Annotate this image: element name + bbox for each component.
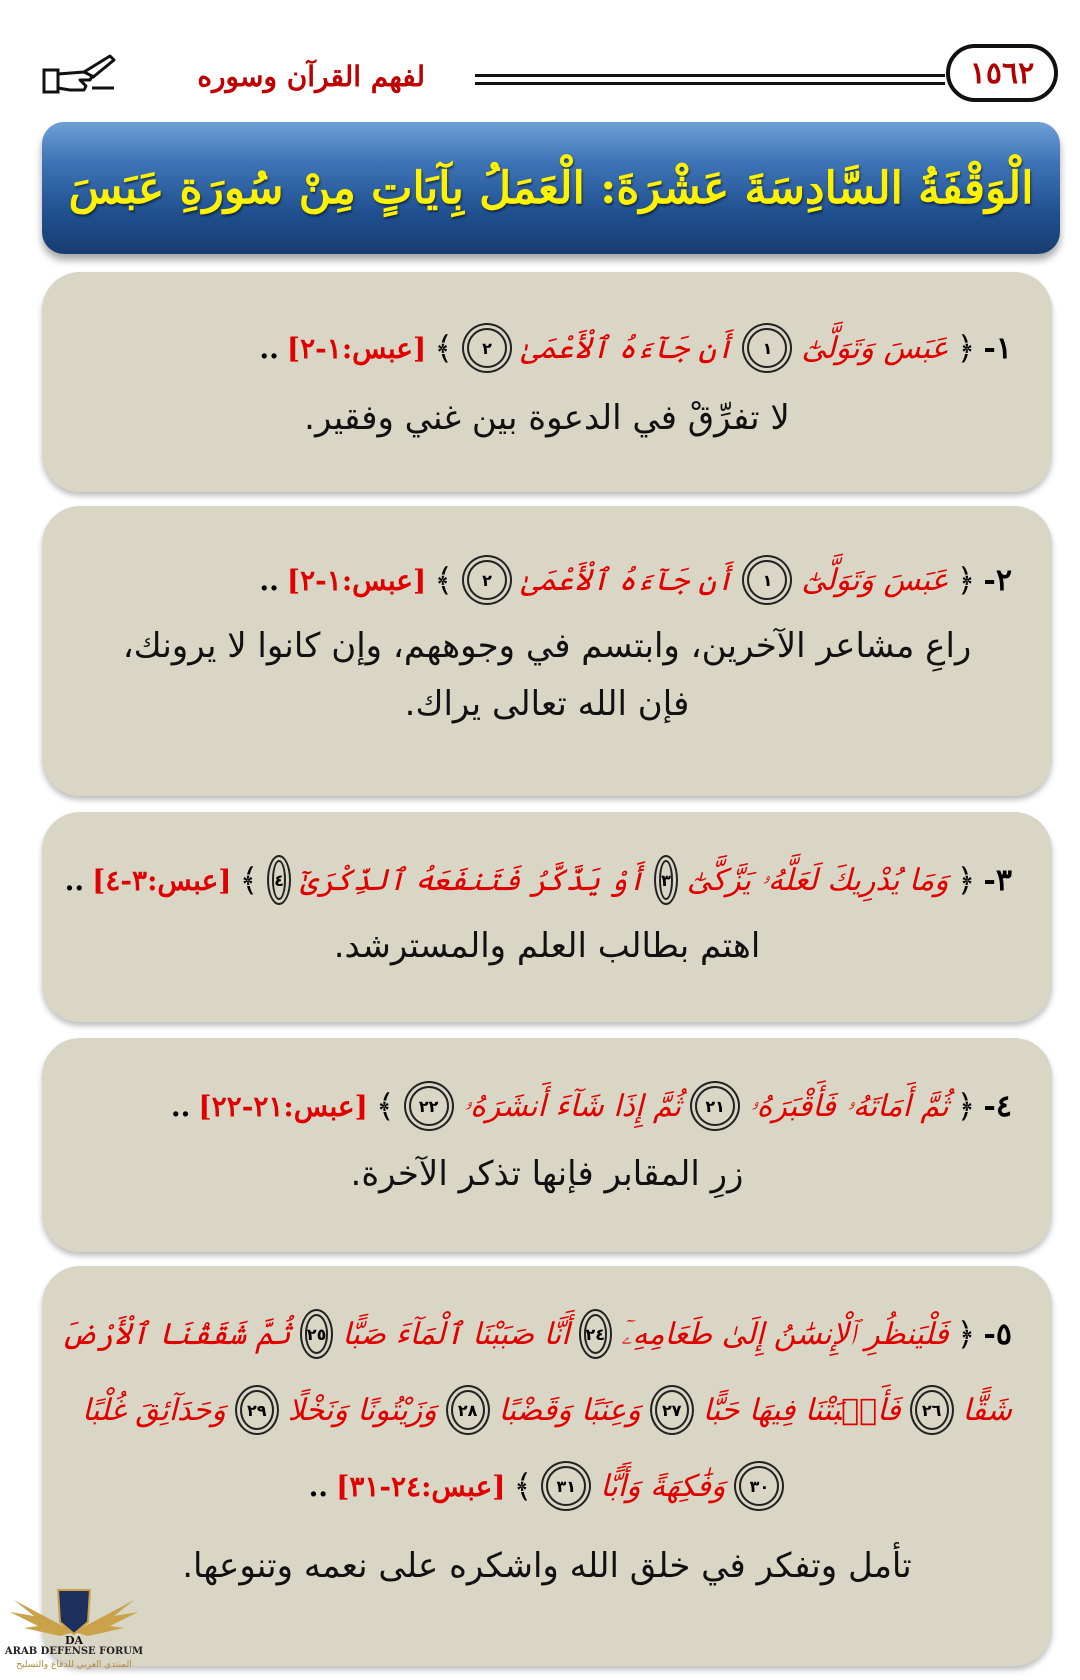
trailing-dots: ..	[259, 331, 279, 365]
ayah-number-marker: ٢٨	[451, 1390, 485, 1430]
header-divider	[475, 74, 945, 77]
surah-reference: [عبس:١-٢]	[286, 331, 427, 365]
lesson-card-5	[42, 1266, 1052, 1666]
quran-open-bracket: ﴿	[956, 329, 976, 367]
lesson-text	[82, 618, 1012, 734]
quran-close-bracket: ﴾	[513, 1467, 533, 1505]
trailing-dots: ..	[170, 1089, 191, 1123]
lesson-card-3	[42, 812, 1052, 1022]
trailing-dots: ..	[64, 863, 85, 897]
verse-line	[82, 1448, 1012, 1524]
quran-close-bracket: ﴾	[239, 861, 259, 899]
verse-text: ثُمَّ أَمَاتَهُۥ فَأَقْبَرَهُۥ	[749, 1088, 949, 1124]
verse-line	[60, 1296, 1012, 1372]
watermark-line: ARAB DEFENSE FORUM	[4, 1646, 144, 1657]
ayah-number-marker: ٣٠	[739, 1466, 779, 1506]
verse-text: وَزَيْتُونًا وَنَخْلًا	[287, 1392, 437, 1428]
ayah-number-marker: ١	[747, 560, 787, 600]
verse-text: أَن جَآءَهُ ٱلْأَعْمَىٰ	[521, 562, 734, 598]
lesson-card-2	[42, 506, 1052, 796]
verse-line	[82, 560, 1012, 600]
lesson-line: فإن الله تعالى يراك.	[404, 683, 690, 724]
lesson-text: لا تفرِّقْ في الدعوة بين غني وفقير.	[304, 398, 790, 438]
item-number: ٥-	[983, 1316, 1012, 1352]
surah-reference: [عبس:٢١-٢٢]	[198, 1089, 368, 1123]
quran-close-bracket: ﴾	[434, 329, 454, 367]
ayah-number-marker: ٢٦	[915, 1390, 949, 1430]
verse-text: ثُمَّ إِذَا شَآءَ أَنشَرَهُۥ	[462, 1088, 682, 1124]
quran-open-bracket: ﴿	[956, 861, 976, 899]
item-number: ٢-	[983, 562, 1012, 598]
trailing-dots: ..	[308, 1469, 329, 1503]
surah-reference: [عبس:١-٢]	[286, 563, 427, 597]
ayah-number-marker: ٢	[467, 328, 507, 368]
verse-text: شَقًّا	[962, 1392, 1012, 1428]
quran-open-bracket: ﴿	[956, 1315, 976, 1353]
verse-text: وَمَا يُدْرِيكَ لَعَلَّهُۥ يَزَّكَّىٰٓ	[686, 862, 949, 898]
writing-hand-icon	[40, 52, 118, 100]
verse-line	[64, 860, 1012, 900]
verse-text: أَنَّا صَبَبْنَا ٱلْمَآءَ صَبًّا	[342, 1316, 570, 1352]
verse-text: عَبَسَ وَتَوَلَّىٰٓ	[801, 330, 949, 366]
verse-line	[82, 1372, 1012, 1448]
verse-text: فَلْيَنظُرِ ٱلْإِنسَٰنُ إِلَىٰ طَعَامِهِۦٓ	[621, 1316, 949, 1352]
trailing-dots: ..	[259, 563, 279, 597]
ayah-number-marker: ٢٤	[584, 1314, 608, 1354]
lesson-text: زرِ المقابر فإنها تذكر الآخرة.	[350, 1154, 744, 1194]
verse-text: وَعِنَبًا وَقَضْبًا	[498, 1392, 641, 1428]
verse-line	[82, 328, 1012, 368]
ayah-number-marker: ٣١	[546, 1466, 586, 1506]
section-banner	[42, 122, 1060, 254]
ayah-number-marker: ٢٩	[240, 1390, 274, 1430]
verse-text: وَفَٰكِهَةً وَأَبًّا	[600, 1468, 726, 1504]
item-number: ١-	[983, 330, 1012, 366]
header-divider	[475, 82, 945, 85]
quran-open-bracket: ﴿	[956, 1087, 976, 1125]
ayah-number-marker: ٢٢	[409, 1086, 449, 1126]
book-title: لفهم القرآن وسوره	[197, 60, 425, 93]
item-number: ٣-	[983, 862, 1012, 898]
verse-text: أَوْ يَذَّكَّرُ فَتَنفَعَهُ ٱلذِّكْرَىٰٓ	[300, 862, 646, 898]
ayah-number-marker: ٢	[467, 560, 507, 600]
quran-close-bracket: ﴾	[375, 1087, 395, 1125]
ayah-number-marker: ٢٥	[305, 1314, 329, 1354]
eagle-logo-icon	[4, 1582, 144, 1646]
verse-text: فَأَنۢبَتْنَا فِيهَا حَبًّا	[702, 1392, 901, 1428]
forum-watermark	[4, 1582, 144, 1678]
lesson-card-1	[42, 272, 1052, 492]
watermark-line: المنتدى العربي للدفاع والتسليح	[16, 1660, 132, 1670]
logo-letters: DA	[64, 1634, 84, 1646]
section-title: الْوَقْفَةُ السَّادِسَةَ عَشْرَةَ: الْعَمَلُ بِآيَاتٍ مِنْ سُورَةِ عَبَسَ	[68, 162, 1034, 214]
surah-reference: [عبس:٢٤-٣١]	[336, 1469, 506, 1503]
quran-open-bracket: ﴿	[956, 561, 976, 599]
verse-text: وَحَدَآئِقَ غُلْبًا	[82, 1392, 226, 1428]
item-number: ٤-	[983, 1088, 1012, 1124]
ayah-number-marker: ٣	[659, 860, 673, 900]
page-header	[0, 0, 1080, 120]
ayah-number-marker: ٢٧	[655, 1390, 689, 1430]
verse-text: ثُمَّ شَقَقْنَا ٱلْأَرْضَ	[60, 1316, 291, 1352]
lesson-card-4	[42, 1038, 1052, 1252]
lesson-line: راعِ مشاعر الآخرين، وابتسم في وجوههم، وإن كانوا لا يرونك،	[122, 626, 972, 666]
verse-text: أَن جَآءَهُ ٱلْأَعْمَىٰ	[521, 330, 734, 366]
ayah-number-marker: ٢١	[695, 1086, 735, 1126]
surah-reference: [عبس:٣-٤]	[92, 863, 232, 897]
verse-text: عَبَسَ وَتَوَلَّىٰٓ	[801, 562, 949, 598]
lesson-text: تأمل وتفكر في خلق الله واشكره على نعمه وتنوعها.	[182, 1546, 912, 1586]
ayah-number-marker: ٤	[272, 860, 286, 900]
quran-close-bracket: ﴾	[434, 561, 454, 599]
page-number: ١٥٦٢	[946, 44, 1058, 102]
ayah-number-marker: ١	[747, 328, 787, 368]
lesson-text: اهتم بطالب العلم والمسترشد.	[333, 926, 761, 966]
verse-line	[82, 1086, 1012, 1126]
